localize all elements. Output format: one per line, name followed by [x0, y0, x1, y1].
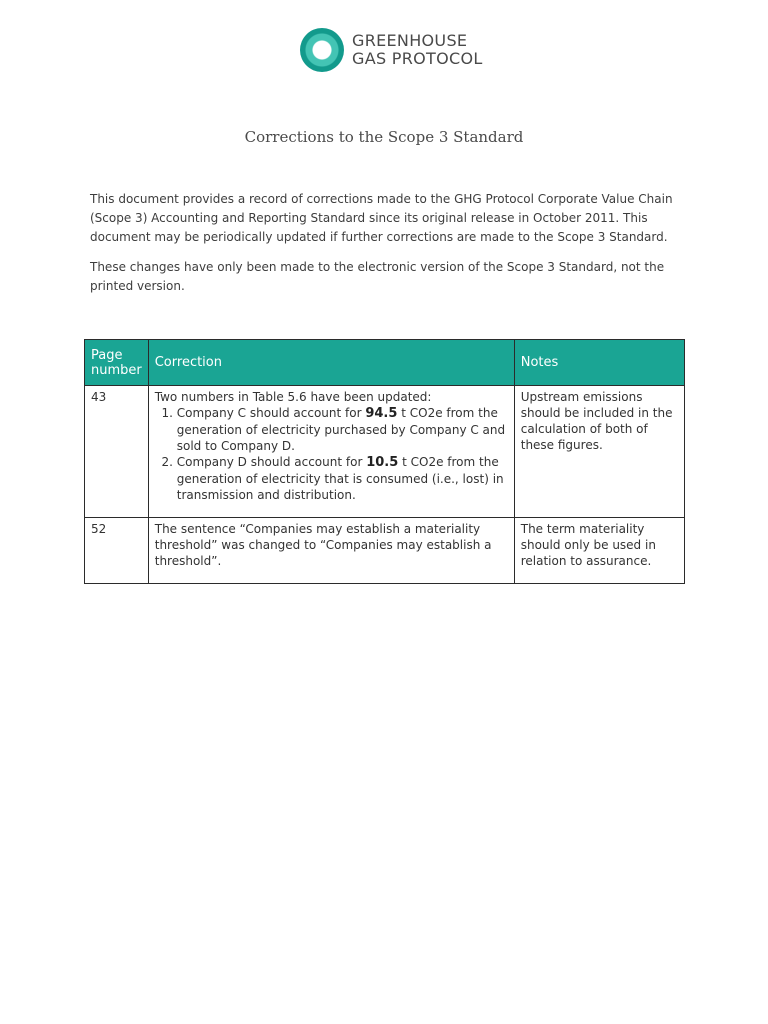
- table-row: [85, 386, 685, 518]
- row-correction: [148, 386, 514, 518]
- row-correction: The sentence “Companies may establish a materiality threshold” was changed to “Companies may establish a threshold”.: [148, 518, 514, 584]
- document-title: Corrections to the Scope 3 Standard: [244, 128, 524, 146]
- row-notes: The term materiality should only be used in relation to assurance.: [514, 518, 684, 584]
- row-page-number: 52: [85, 518, 149, 584]
- row-notes: Upstream emissions should be included in the calculation of both of these figures.: [514, 386, 684, 518]
- corrected-value: 10.5: [366, 455, 399, 470]
- ghg-protocol-logo-icon: [300, 28, 344, 72]
- logo-wordmark: [352, 32, 483, 68]
- ghg-protocol-logo: [300, 28, 483, 72]
- table-header-row: [85, 340, 685, 386]
- corrections-table: [84, 339, 685, 584]
- correction-list-item: 2. Company D should account for 10.5 t CO2e from the generation of electricity that is consumed (i.e., lost) in transmission and distribution.: [177, 454, 508, 503]
- logo-line-2: GAS PROTOCOL: [352, 49, 483, 68]
- header-page-number: Page number: [85, 340, 149, 386]
- correction-intro: Two numbers in Table 5.6 have been updated:: [154, 390, 432, 404]
- correction-list: [155, 405, 508, 503]
- table-row: [85, 518, 685, 584]
- row-page-number: 43: [85, 386, 149, 518]
- intro-paragraph-1: This document provides a record of corrections made to the GHG Protocol Corporate Value Chain (Scope 3) Accounting and Reporting Standard since its original release in October 2011. This document may be periodically updated if further corrections are made to the Scope 3 Standard.: [90, 192, 673, 244]
- corrected-value: 94.5: [365, 406, 398, 421]
- header-correction: Correction: [148, 340, 514, 386]
- header-notes: Notes: [514, 340, 684, 386]
- intro-paragraph-2: These changes have only been made to the electronic version of the Scope 3 Standard, not the printed version.: [90, 260, 665, 293]
- logo-line-1: GREENHOUSE: [352, 31, 468, 50]
- correction-list-item: 1. Company C should account for 94.5 t CO2e from the generation of electricity purchased by Company C and sold to Company D.: [177, 405, 508, 454]
